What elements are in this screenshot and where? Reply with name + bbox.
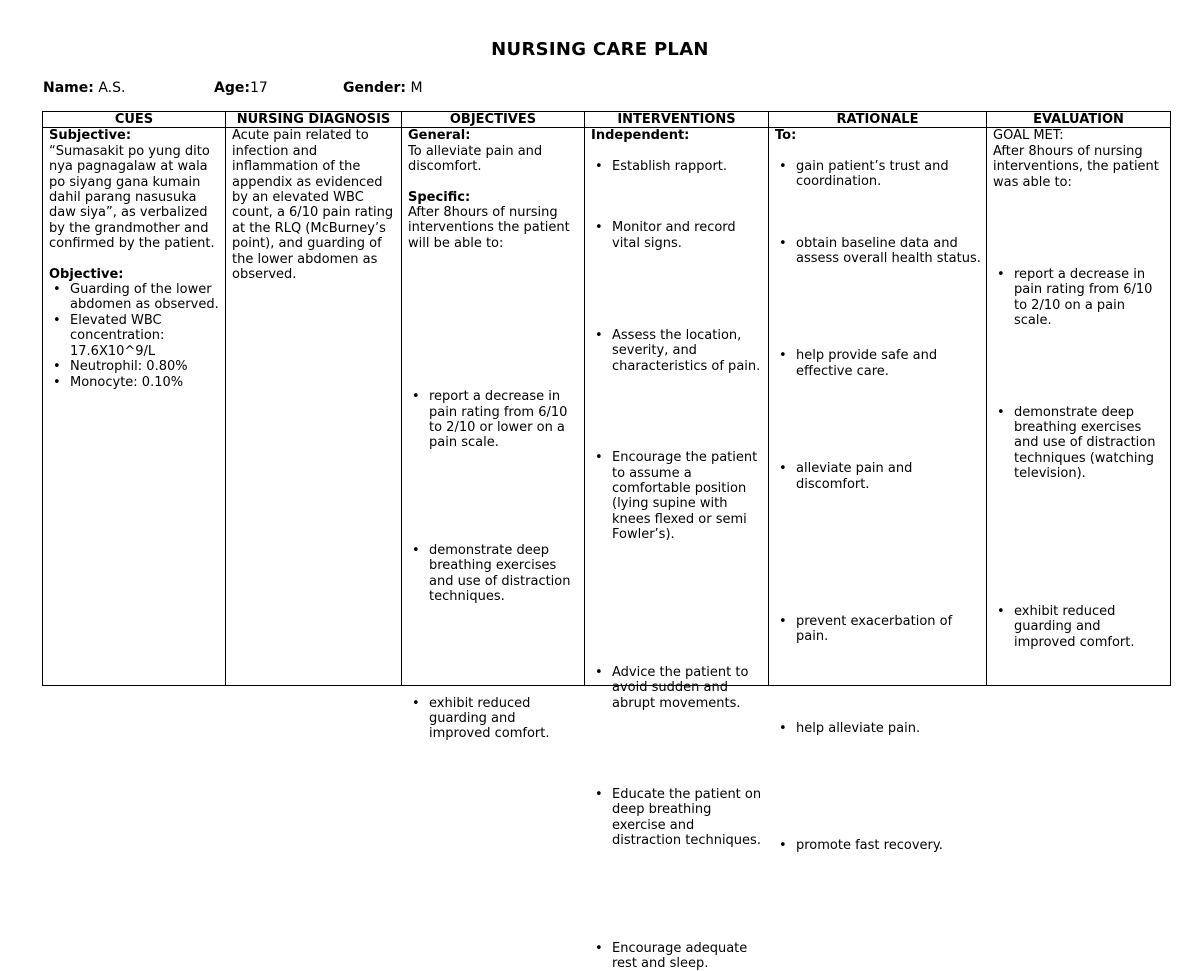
- intervention-item: • Educate the patient on deep breathing exercise and distraction techniques.: [591, 787, 764, 849]
- name-value: A.S.: [98, 80, 126, 96]
- page-title: NURSING CARE PLAN: [491, 39, 709, 60]
- goal-status: GOAL MET:: [993, 128, 1064, 144]
- rationale-item: • help alleviate pain.: [775, 721, 982, 736]
- objective-label: Objective:: [49, 266, 124, 282]
- evaluation-item: • exhibit reduced guarding and improved comfort.: [993, 604, 1166, 650]
- rationale-item: • prevent exacerbation of pain.: [775, 614, 982, 645]
- age-label: Age:: [214, 80, 250, 96]
- age-value: 17: [249, 80, 268, 96]
- patient-age: [214, 81, 268, 96]
- specific-text: After 8hours of nursing interventions the patient will be able to:: [408, 205, 570, 251]
- intervention-item: • Assess the location, severity, and characteristics of pain.: [591, 328, 764, 374]
- rationale-list: [775, 144, 982, 854]
- header-nursing-diagnosis: NURSING DIAGNOSIS: [226, 112, 402, 128]
- gender-value: M: [410, 80, 423, 96]
- intervention-item: • Establish rapport.: [591, 159, 764, 174]
- diagnosis-text: Acute pain related to infection and inflammation of the appendix as evidenced by an elevated WBC count, a 6/10 pain rating at the RLQ (McBurney’s point), and guarding of the lower abdomen as observed.: [232, 128, 394, 283]
- header-interventions: INTERVENTIONS: [585, 112, 769, 128]
- intervention-item: • Encourage the patient to assume a comfortable position (lying supine with knees flexed or semi Fowler’s).: [591, 450, 764, 542]
- interventions-cell: [585, 128, 769, 971]
- patient-gender: [343, 81, 423, 96]
- name-label: Name:: [43, 80, 94, 96]
- evaluation-intro: After 8hours of nursing interventions, the patient was able to:: [993, 143, 1159, 190]
- objective-goal-item: • demonstrate deep breathing exercises and use of distraction techniques.: [408, 543, 580, 605]
- subjective-text: “Sumasakit po yung dito nya pagnagalaw at wala po siyang gana kumain dahil parang nasusuka daw siya”, as verbalized by the grandmother and confirmed by the patient.: [49, 143, 215, 252]
- objective-goal-item: • exhibit reduced guarding and improved comfort.: [408, 696, 580, 742]
- evaluation-cell: [987, 128, 1171, 686]
- objective-item: • Monocyte: 0.10%: [49, 375, 221, 390]
- plan-row: [43, 128, 1171, 686]
- objective-goals-list: [408, 251, 580, 742]
- rationale-item: • alleviate pain and discomfort.: [775, 461, 982, 492]
- header-rationale: RATIONALE: [769, 112, 987, 128]
- header-objectives: OBJECTIVES: [402, 112, 585, 128]
- rationale-item: • help provide safe and effective care.: [775, 348, 982, 379]
- intervention-item: • Encourage adequate rest and sleep.: [591, 941, 764, 971]
- objectives-cell: [402, 128, 585, 742]
- intervention-item: • Monitor and record vital signs.: [591, 220, 764, 251]
- objective-item: • Guarding of the lower abdomen as observed.: [49, 282, 221, 313]
- intervention-item: • Advice the patient to avoid sudden and abrupt movements.: [591, 665, 764, 711]
- rationale-label: To:: [775, 128, 797, 144]
- objective-list: [49, 282, 221, 390]
- interventions-list: [591, 144, 764, 971]
- rationale-item: • obtain baseline data and assess overall health status.: [775, 236, 982, 267]
- general-text: To alleviate pain and discomfort.: [408, 143, 543, 175]
- objective-item: • Elevated WBC concentration: 17.6X10^9/L: [49, 313, 221, 359]
- subjective-label: Subjective:: [49, 128, 132, 144]
- diagnosis-cell: [226, 128, 402, 686]
- evaluation-item: • demonstrate deep breathing exercises and use of distraction techniques (watching television).: [993, 405, 1166, 482]
- objective-goal-item: • report a decrease in pain rating from 6/10 to 2/10 or lower on a pain scale.: [408, 389, 580, 451]
- independent-label: Independent:: [591, 128, 690, 144]
- header-row: [43, 112, 1171, 128]
- cues-cell: [43, 128, 226, 686]
- gender-label: Gender:: [343, 80, 406, 96]
- header-evaluation: EVALUATION: [987, 112, 1171, 128]
- header-cues: CUES: [43, 112, 226, 128]
- evaluation-item: • report a decrease in pain rating from 6/10 to 2/10 on a pain scale.: [993, 267, 1166, 329]
- general-label: General:: [408, 128, 471, 144]
- evaluation-list: [993, 190, 1166, 650]
- specific-label: Specific:: [408, 189, 471, 205]
- rationale-cell: [769, 128, 987, 854]
- care-plan-table: [42, 111, 1171, 971]
- rationale-item: • gain patient’s trust and coordination.: [775, 159, 982, 190]
- objective-item: • Neutrophil: 0.80%: [49, 359, 221, 374]
- rationale-item: • promote fast recovery.: [775, 838, 982, 853]
- patient-name: [43, 81, 125, 96]
